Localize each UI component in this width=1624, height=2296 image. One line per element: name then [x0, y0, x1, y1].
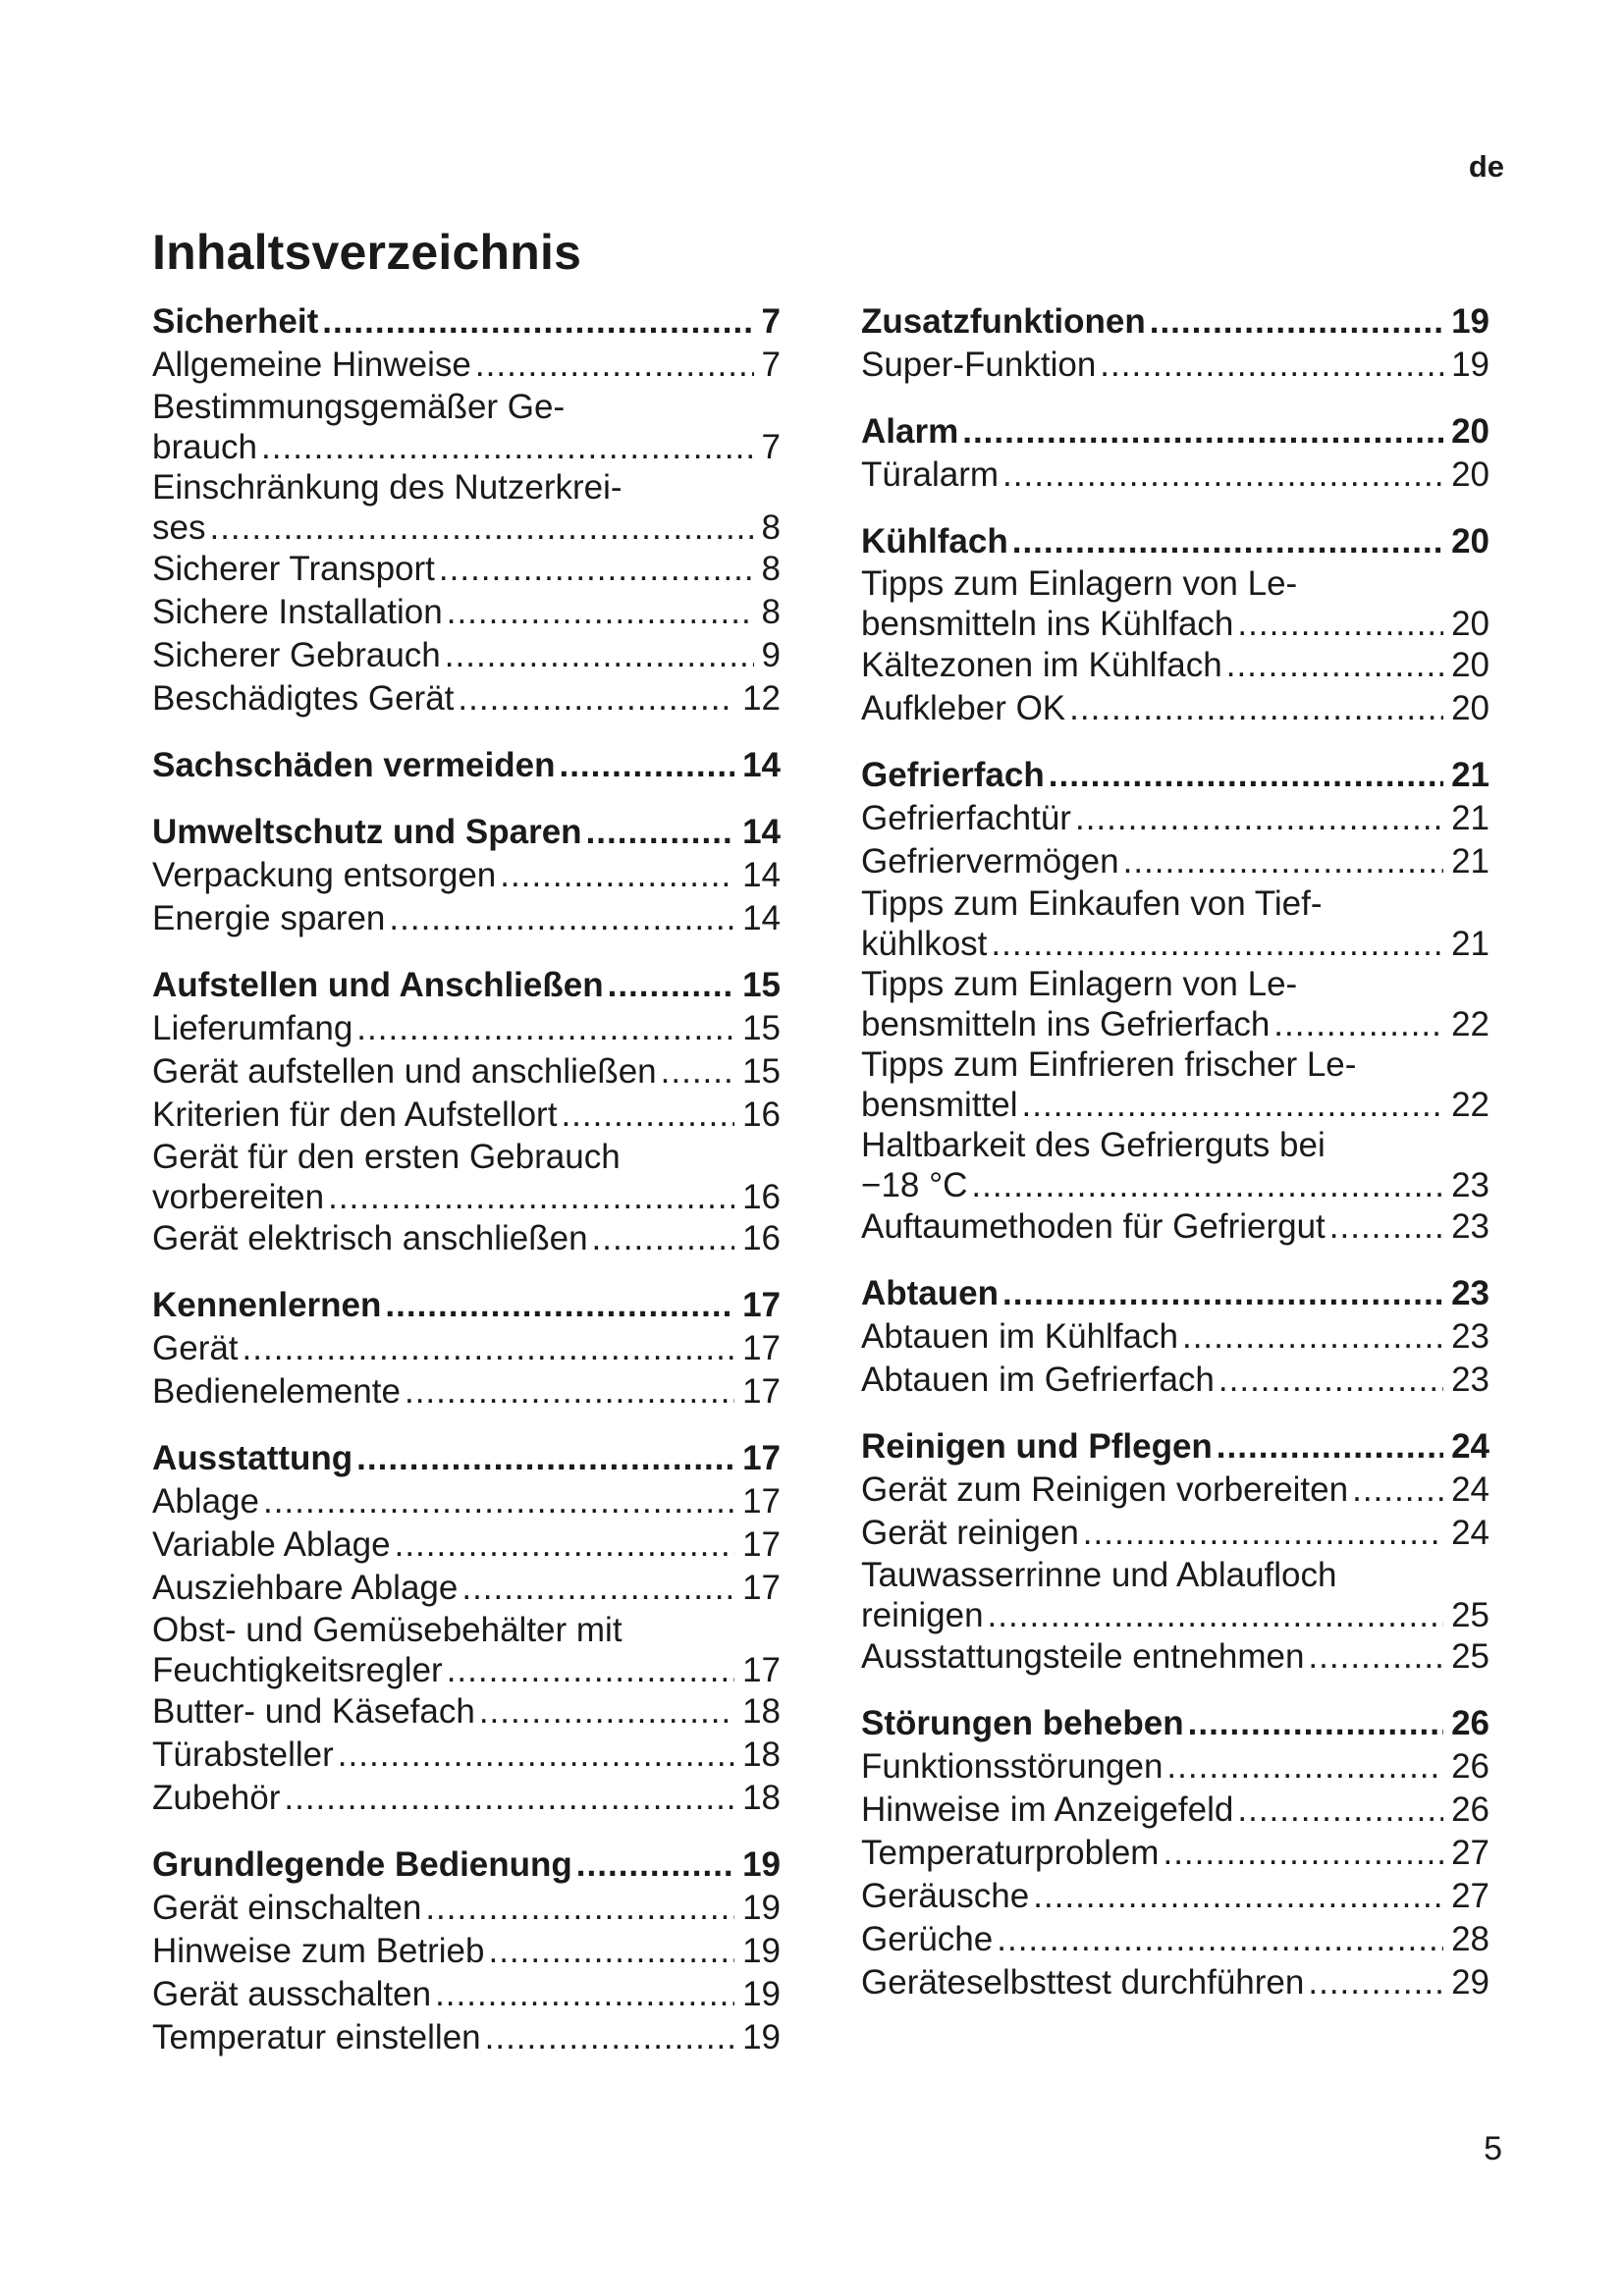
- entry-label: vorbereiten: [152, 1178, 325, 1216]
- toc-entry: [152, 1050, 781, 1094]
- entry-page: 19: [742, 1975, 781, 2013]
- entry-label: Funktionsstörungen: [861, 1747, 1164, 1786]
- entry-label-line2: [861, 1004, 1489, 1044]
- entry-label: brauch: [152, 428, 258, 466]
- toc-entry: [861, 1468, 1489, 1512]
- toc-entry: [861, 1745, 1489, 1789]
- dot-leader: [1012, 520, 1443, 563]
- dot-leader: [447, 591, 754, 634]
- toc-entry: [152, 1327, 781, 1370]
- dot-leader: [1226, 644, 1443, 687]
- toc-entry: [861, 1555, 1489, 1635]
- toc-entry: [152, 1973, 781, 2016]
- dot-leader: [1166, 1745, 1443, 1789]
- entry-page: 23: [1451, 1274, 1489, 1312]
- entry-page: 14: [742, 746, 781, 784]
- toc-entry: [152, 1480, 781, 1523]
- section-heading: [152, 1437, 781, 1480]
- entry-label: Geräteselbsttest durchführen: [861, 1963, 1305, 2002]
- entry-page: 15: [742, 1052, 781, 1091]
- dot-leader: [1237, 604, 1443, 644]
- section-heading: [152, 811, 781, 854]
- entry-page: 19: [1451, 302, 1489, 341]
- entry-page: 17: [742, 1651, 781, 1689]
- entry-page: 29: [1451, 1963, 1489, 2002]
- entry-label: Zubehör: [152, 1779, 281, 1817]
- dot-leader: [576, 1843, 734, 1887]
- entry-label: Ausziehbare Ablage: [152, 1569, 459, 1607]
- toc-section: [861, 1425, 1489, 1679]
- dot-leader: [439, 548, 754, 591]
- entry-page: 12: [742, 679, 781, 718]
- entry-page: 9: [761, 636, 781, 674]
- toc-entry: [152, 897, 781, 940]
- dot-leader: [971, 1165, 1443, 1205]
- section-heading: [152, 964, 781, 1007]
- dot-leader: [1002, 454, 1443, 497]
- dot-leader: [475, 344, 754, 387]
- toc-entry: [152, 1567, 781, 1610]
- entry-label-line1: Tipps zum Einlagern von Le-: [861, 564, 1298, 603]
- entry-label: Gerät zum Reinigen vorbereiten: [861, 1470, 1349, 1509]
- entry-label: Sicherer Gebrauch: [152, 636, 441, 674]
- entry-label: Energie sparen: [152, 899, 386, 937]
- dot-leader: [661, 1050, 734, 1094]
- entry-page: 22: [1451, 1005, 1489, 1043]
- entry-page: 27: [1451, 1834, 1489, 1872]
- dot-leader: [389, 897, 734, 940]
- entry-page: 24: [1451, 1514, 1489, 1552]
- entry-label-line2: [152, 1177, 781, 1217]
- entry-label: Türalarm: [861, 455, 1000, 494]
- entry-label-line1: Obst- und Gemüsebehälter mit: [152, 1611, 623, 1649]
- dot-leader: [1123, 840, 1443, 883]
- dot-leader: [209, 507, 753, 548]
- entry-page: 8: [761, 550, 781, 588]
- toc-section: [861, 1272, 1489, 1402]
- dot-leader: [1049, 754, 1443, 797]
- dot-leader: [1218, 1359, 1443, 1402]
- toc-entry: [152, 1137, 781, 1217]
- entry-label: Gerät einschalten: [152, 1889, 422, 1927]
- entry-label-line2: [152, 507, 781, 548]
- dot-leader: [261, 427, 754, 467]
- language-code: de: [1468, 149, 1504, 184]
- toc-entry: [861, 1044, 1489, 1125]
- toc-section: [152, 300, 781, 721]
- entry-label: Variable Ablage: [152, 1525, 391, 1564]
- entry-label-line1: Bestimmungsgemäßer Ge-: [152, 388, 566, 426]
- dot-leader: [586, 811, 735, 854]
- entry-label: Aufkleber OK: [861, 689, 1066, 727]
- dot-leader: [1217, 1425, 1443, 1468]
- dot-leader: [479, 1690, 734, 1734]
- toc-entry: [861, 1359, 1489, 1402]
- entry-page: 20: [1451, 455, 1489, 494]
- toc-entry: [861, 1635, 1489, 1679]
- entry-page: 17: [742, 1286, 781, 1324]
- entry-page: 21: [1451, 925, 1489, 963]
- toc-section: [152, 1284, 781, 1414]
- entry-page: 20: [1451, 522, 1489, 561]
- dot-leader: [445, 634, 754, 677]
- entry-page: 19: [742, 2018, 781, 2056]
- dot-leader: [1150, 300, 1443, 344]
- section-heading: [152, 1284, 781, 1327]
- entry-label: Auftaumethoden für Gefriergut: [861, 1207, 1326, 1246]
- entry-label: Allgemeine Hinweise: [152, 346, 471, 384]
- toc-section: [152, 964, 781, 1260]
- dot-leader: [243, 1327, 735, 1370]
- section-heading: [861, 520, 1489, 563]
- toc-entry: [861, 883, 1489, 964]
- entry-page: 16: [742, 1219, 781, 1257]
- toc-section: [861, 300, 1489, 387]
- toc-entry: [152, 387, 781, 467]
- toc-entry: [861, 1512, 1489, 1555]
- toc-section: [152, 811, 781, 940]
- entry-label: Umweltschutz und Sparen: [152, 813, 582, 851]
- dot-leader: [1100, 344, 1443, 387]
- entry-page: 7: [761, 302, 781, 341]
- toc-entry: [152, 1523, 781, 1567]
- entry-page: 25: [1451, 1596, 1489, 1634]
- toc-entry: [152, 1690, 781, 1734]
- entry-page: 27: [1451, 1877, 1489, 1915]
- toc-entry: [861, 964, 1489, 1044]
- entry-page: 8: [761, 593, 781, 631]
- toc-entry: [861, 1918, 1489, 1961]
- entry-page: 15: [742, 966, 781, 1004]
- dot-leader: [485, 2016, 734, 2059]
- entry-label: reinigen: [861, 1596, 984, 1634]
- entry-page: 21: [1451, 756, 1489, 794]
- entry-label-line2: [861, 604, 1489, 644]
- entry-label: Gerät: [152, 1329, 239, 1367]
- entry-page: 17: [742, 1482, 781, 1521]
- toc-entry: [152, 2016, 781, 2059]
- dot-leader: [338, 1734, 734, 1777]
- entry-page: 18: [742, 1692, 781, 1731]
- dot-leader: [1083, 1512, 1443, 1555]
- entry-page: 17: [742, 1525, 781, 1564]
- toc-entry: [861, 1875, 1489, 1918]
- page-title: Inhaltsverzeichnis: [152, 225, 582, 280]
- entry-label: Grundlegende Bedienung: [152, 1845, 572, 1884]
- section-heading: [152, 300, 781, 344]
- toc-section: [152, 744, 781, 787]
- entry-page: 20: [1451, 689, 1489, 727]
- toc-entry: [152, 1007, 781, 1050]
- entry-page: 19: [742, 1932, 781, 1970]
- dot-leader: [1352, 1468, 1443, 1512]
- toc-entry: [861, 454, 1489, 497]
- dot-leader: [1002, 1272, 1443, 1315]
- entry-label: Gerät aufstellen und anschließen: [152, 1052, 657, 1091]
- entry-label: Lieferumfang: [152, 1009, 353, 1047]
- toc-section: [861, 754, 1489, 1249]
- entry-label: Aufstellen und Anschließen: [152, 966, 604, 1004]
- toc-section: [861, 410, 1489, 497]
- dot-leader: [263, 1480, 734, 1523]
- toc-section: [152, 1437, 781, 1820]
- entry-label: Sichere Installation: [152, 593, 443, 631]
- entry-page: 15: [742, 1009, 781, 1047]
- dot-leader: [447, 1650, 734, 1690]
- dot-leader: [997, 1918, 1443, 1961]
- dot-leader: [461, 1567, 734, 1610]
- entry-page: 16: [742, 1178, 781, 1216]
- entry-label: Abtauen im Kühlfach: [861, 1317, 1178, 1356]
- section-heading: [861, 410, 1489, 454]
- entry-page: 23: [1451, 1207, 1489, 1246]
- entry-label-line1: Tipps zum Einlagern von Le-: [861, 965, 1298, 1003]
- entry-label-line1: Tipps zum Einkaufen von Tief-: [861, 884, 1323, 923]
- section-heading: [861, 1272, 1489, 1315]
- dot-leader: [1188, 1702, 1443, 1745]
- toc-entry: [861, 1315, 1489, 1359]
- entry-page: 19: [742, 1845, 781, 1884]
- entry-label: bensmitteln ins Kühlfach: [861, 605, 1234, 643]
- toc-entry: [152, 1777, 781, 1820]
- entry-page: 28: [1451, 1920, 1489, 1958]
- entry-page: 23: [1451, 1166, 1489, 1204]
- toc-section: [861, 520, 1489, 730]
- entry-label-line2: [861, 924, 1489, 964]
- entry-label-line1: Gerät für den ersten Gebrauch: [152, 1138, 621, 1176]
- dot-leader: [284, 1777, 734, 1820]
- toc-entry: [152, 1887, 781, 1930]
- dot-leader: [592, 1217, 735, 1260]
- entry-label: Gefrierfachtür: [861, 799, 1071, 837]
- toc-entry: [152, 548, 781, 591]
- toc-entry: [152, 1930, 781, 1973]
- section-heading: [861, 754, 1489, 797]
- dot-leader: [962, 410, 1443, 454]
- entry-label: Sicherer Transport: [152, 550, 435, 588]
- dot-leader: [1022, 1085, 1444, 1125]
- entry-page: 24: [1451, 1427, 1489, 1466]
- dot-leader: [1329, 1205, 1443, 1249]
- toc-entry: [152, 1094, 781, 1137]
- entry-label: ses: [152, 508, 206, 547]
- toc-entry: [861, 1205, 1489, 1249]
- entry-label: Ausstattungsteile entnehmen: [861, 1637, 1305, 1676]
- dot-leader: [322, 300, 753, 344]
- entry-label: Alarm: [861, 412, 959, 451]
- toc-entry: [861, 344, 1489, 387]
- entry-label: Kriterien für den Aufstellort: [152, 1095, 558, 1134]
- entry-page: 25: [1451, 1637, 1489, 1676]
- dot-leader: [356, 1007, 734, 1050]
- dot-leader: [559, 744, 734, 787]
- entry-label: Kühlfach: [861, 522, 1008, 561]
- dot-leader: [988, 1595, 1444, 1635]
- entry-page: 21: [1451, 842, 1489, 881]
- entry-page: 16: [742, 1095, 781, 1134]
- entry-label: Super-Funktion: [861, 346, 1097, 384]
- entry-page: 26: [1451, 1747, 1489, 1786]
- entry-label-line2: [861, 1165, 1489, 1205]
- entry-label: Gefriervermögen: [861, 842, 1119, 881]
- entry-label-line2: [152, 1650, 781, 1690]
- entry-label: Gerüche: [861, 1920, 994, 1958]
- entry-page: 7: [761, 428, 781, 466]
- dot-leader: [356, 1437, 734, 1480]
- entry-label: Sachschäden vermeiden: [152, 746, 556, 784]
- entry-label: Gerät elektrisch anschließen: [152, 1219, 588, 1257]
- dot-leader: [1069, 687, 1443, 730]
- toc-entry: [152, 467, 781, 548]
- entry-page: 7: [761, 346, 781, 384]
- entry-page: 17: [742, 1329, 781, 1367]
- entry-label: Abtauen: [861, 1274, 999, 1312]
- dot-leader: [1308, 1635, 1443, 1679]
- entry-label: Temperaturproblem: [861, 1834, 1160, 1872]
- entry-page: 23: [1451, 1317, 1489, 1356]
- entry-page: 22: [1451, 1086, 1489, 1124]
- entry-label: Gerät ausschalten: [152, 1975, 432, 2013]
- section-heading: [152, 744, 781, 787]
- entry-page: 17: [742, 1569, 781, 1607]
- entry-page: 23: [1451, 1361, 1489, 1399]
- entry-label-line1: Tipps zum Einfrieren frischer Le-: [861, 1045, 1357, 1084]
- entry-label: Sicherheit: [152, 302, 319, 341]
- toc-column-left: [152, 300, 781, 2083]
- toc-entry: [152, 1610, 781, 1690]
- dot-leader: [405, 1370, 734, 1414]
- toc-entry: [861, 644, 1489, 687]
- toc-entry: [861, 1961, 1489, 2004]
- entry-page: 17: [742, 1372, 781, 1411]
- dot-leader: [1273, 1004, 1443, 1044]
- entry-label: Ablage: [152, 1482, 259, 1521]
- toc-entry: [861, 1125, 1489, 1205]
- entry-page: 14: [742, 813, 781, 851]
- entry-page: 18: [742, 1779, 781, 1817]
- toc-entry: [152, 344, 781, 387]
- entry-page: 20: [1451, 605, 1489, 643]
- toc-entry: [152, 1734, 781, 1777]
- entry-label: Beschädigtes Gerät: [152, 679, 455, 718]
- entry-page: 26: [1451, 1704, 1489, 1742]
- section-heading: [152, 1843, 781, 1887]
- entry-page: 8: [761, 508, 781, 547]
- dot-leader: [608, 964, 734, 1007]
- entry-label-line2: [861, 1595, 1489, 1635]
- entry-label: Abtauen im Gefrierfach: [861, 1361, 1215, 1399]
- dot-leader: [1237, 1789, 1443, 1832]
- entry-label: Zusatzfunktionen: [861, 302, 1146, 341]
- dot-leader: [991, 924, 1443, 964]
- entry-label-line2: [152, 427, 781, 467]
- dot-leader: [328, 1177, 734, 1217]
- entry-page: 17: [742, 1439, 781, 1477]
- entry-label: bensmittel: [861, 1086, 1018, 1124]
- toc-entry: [861, 1789, 1489, 1832]
- entry-page: 24: [1451, 1470, 1489, 1509]
- entry-label-line1: Einschränkung des Nutzerkrei-: [152, 468, 623, 507]
- toc-entry: [152, 854, 781, 897]
- dot-leader: [488, 1930, 734, 1973]
- entry-page: 26: [1451, 1790, 1489, 1829]
- dot-leader: [1033, 1875, 1443, 1918]
- toc-entry: [152, 591, 781, 634]
- entry-page: 19: [742, 1889, 781, 1927]
- toc-section: [152, 1843, 781, 2059]
- dot-leader: [500, 854, 734, 897]
- toc-section: [861, 1702, 1489, 2004]
- toc-entry: [152, 1370, 781, 1414]
- entry-page: 19: [1451, 346, 1489, 384]
- toc-entry: [861, 1832, 1489, 1875]
- entry-label: Ausstattung: [152, 1439, 353, 1477]
- toc-entry: [152, 677, 781, 721]
- entry-label: Kennenlernen: [152, 1286, 382, 1324]
- dot-leader: [458, 677, 734, 721]
- entry-label: Butter- und Käsefach: [152, 1692, 475, 1731]
- entry-label: Gerät reinigen: [861, 1514, 1079, 1552]
- entry-page: 14: [742, 899, 781, 937]
- dot-leader: [1075, 797, 1443, 840]
- entry-page: 20: [1451, 646, 1489, 684]
- toc-entry: [861, 687, 1489, 730]
- toc-entry: [861, 563, 1489, 644]
- entry-label: Verpackung entsorgen: [152, 856, 497, 894]
- toc-entry: [861, 840, 1489, 883]
- page-number: 5: [1484, 2130, 1502, 2167]
- section-heading: [861, 300, 1489, 344]
- entry-label: Gefrierfach: [861, 756, 1045, 794]
- toc-entry: [152, 634, 781, 677]
- section-heading: [861, 1702, 1489, 1745]
- dot-leader: [1308, 1961, 1443, 2004]
- entry-label: Störungen beheben: [861, 1704, 1184, 1742]
- entry-label: Feuchtigkeitsregler: [152, 1651, 443, 1689]
- section-heading: [861, 1425, 1489, 1468]
- entry-label-line2: [861, 1085, 1489, 1125]
- entry-label: Reinigen und Pflegen: [861, 1427, 1213, 1466]
- toc-entry: [861, 797, 1489, 840]
- dot-leader: [395, 1523, 734, 1567]
- entry-label: Hinweise zum Betrieb: [152, 1932, 485, 1970]
- entry-label: Türabsteller: [152, 1735, 334, 1774]
- toc-entry: [152, 1217, 781, 1260]
- entry-label: Geräusche: [861, 1877, 1030, 1915]
- entry-label: bensmitteln ins Gefrierfach: [861, 1005, 1271, 1043]
- entry-label: Kältezonen im Kühlfach: [861, 646, 1222, 684]
- entry-label: Hinweise im Anzeigefeld: [861, 1790, 1234, 1829]
- entry-page: 20: [1451, 412, 1489, 451]
- entry-label: −18 °C: [861, 1166, 968, 1204]
- dot-leader: [425, 1887, 734, 1930]
- entry-label: Temperatur einstellen: [152, 2018, 481, 2056]
- dot-leader: [435, 1973, 734, 2016]
- entry-label: kühlkost: [861, 925, 988, 963]
- entry-page: 14: [742, 856, 781, 894]
- toc-column-right: [861, 300, 1489, 2028]
- entry-label: Bedienelemente: [152, 1372, 401, 1411]
- entry-page: 21: [1451, 799, 1489, 837]
- entry-label-line1: Tauwasserrinne und Ablaufloch: [861, 1556, 1337, 1594]
- entry-page: 18: [742, 1735, 781, 1774]
- entry-label-line1: Haltbarkeit des Gefrierguts bei: [861, 1126, 1326, 1164]
- dot-leader: [1163, 1832, 1443, 1875]
- dot-leader: [1182, 1315, 1443, 1359]
- dot-leader: [561, 1094, 734, 1137]
- dot-leader: [385, 1284, 734, 1327]
